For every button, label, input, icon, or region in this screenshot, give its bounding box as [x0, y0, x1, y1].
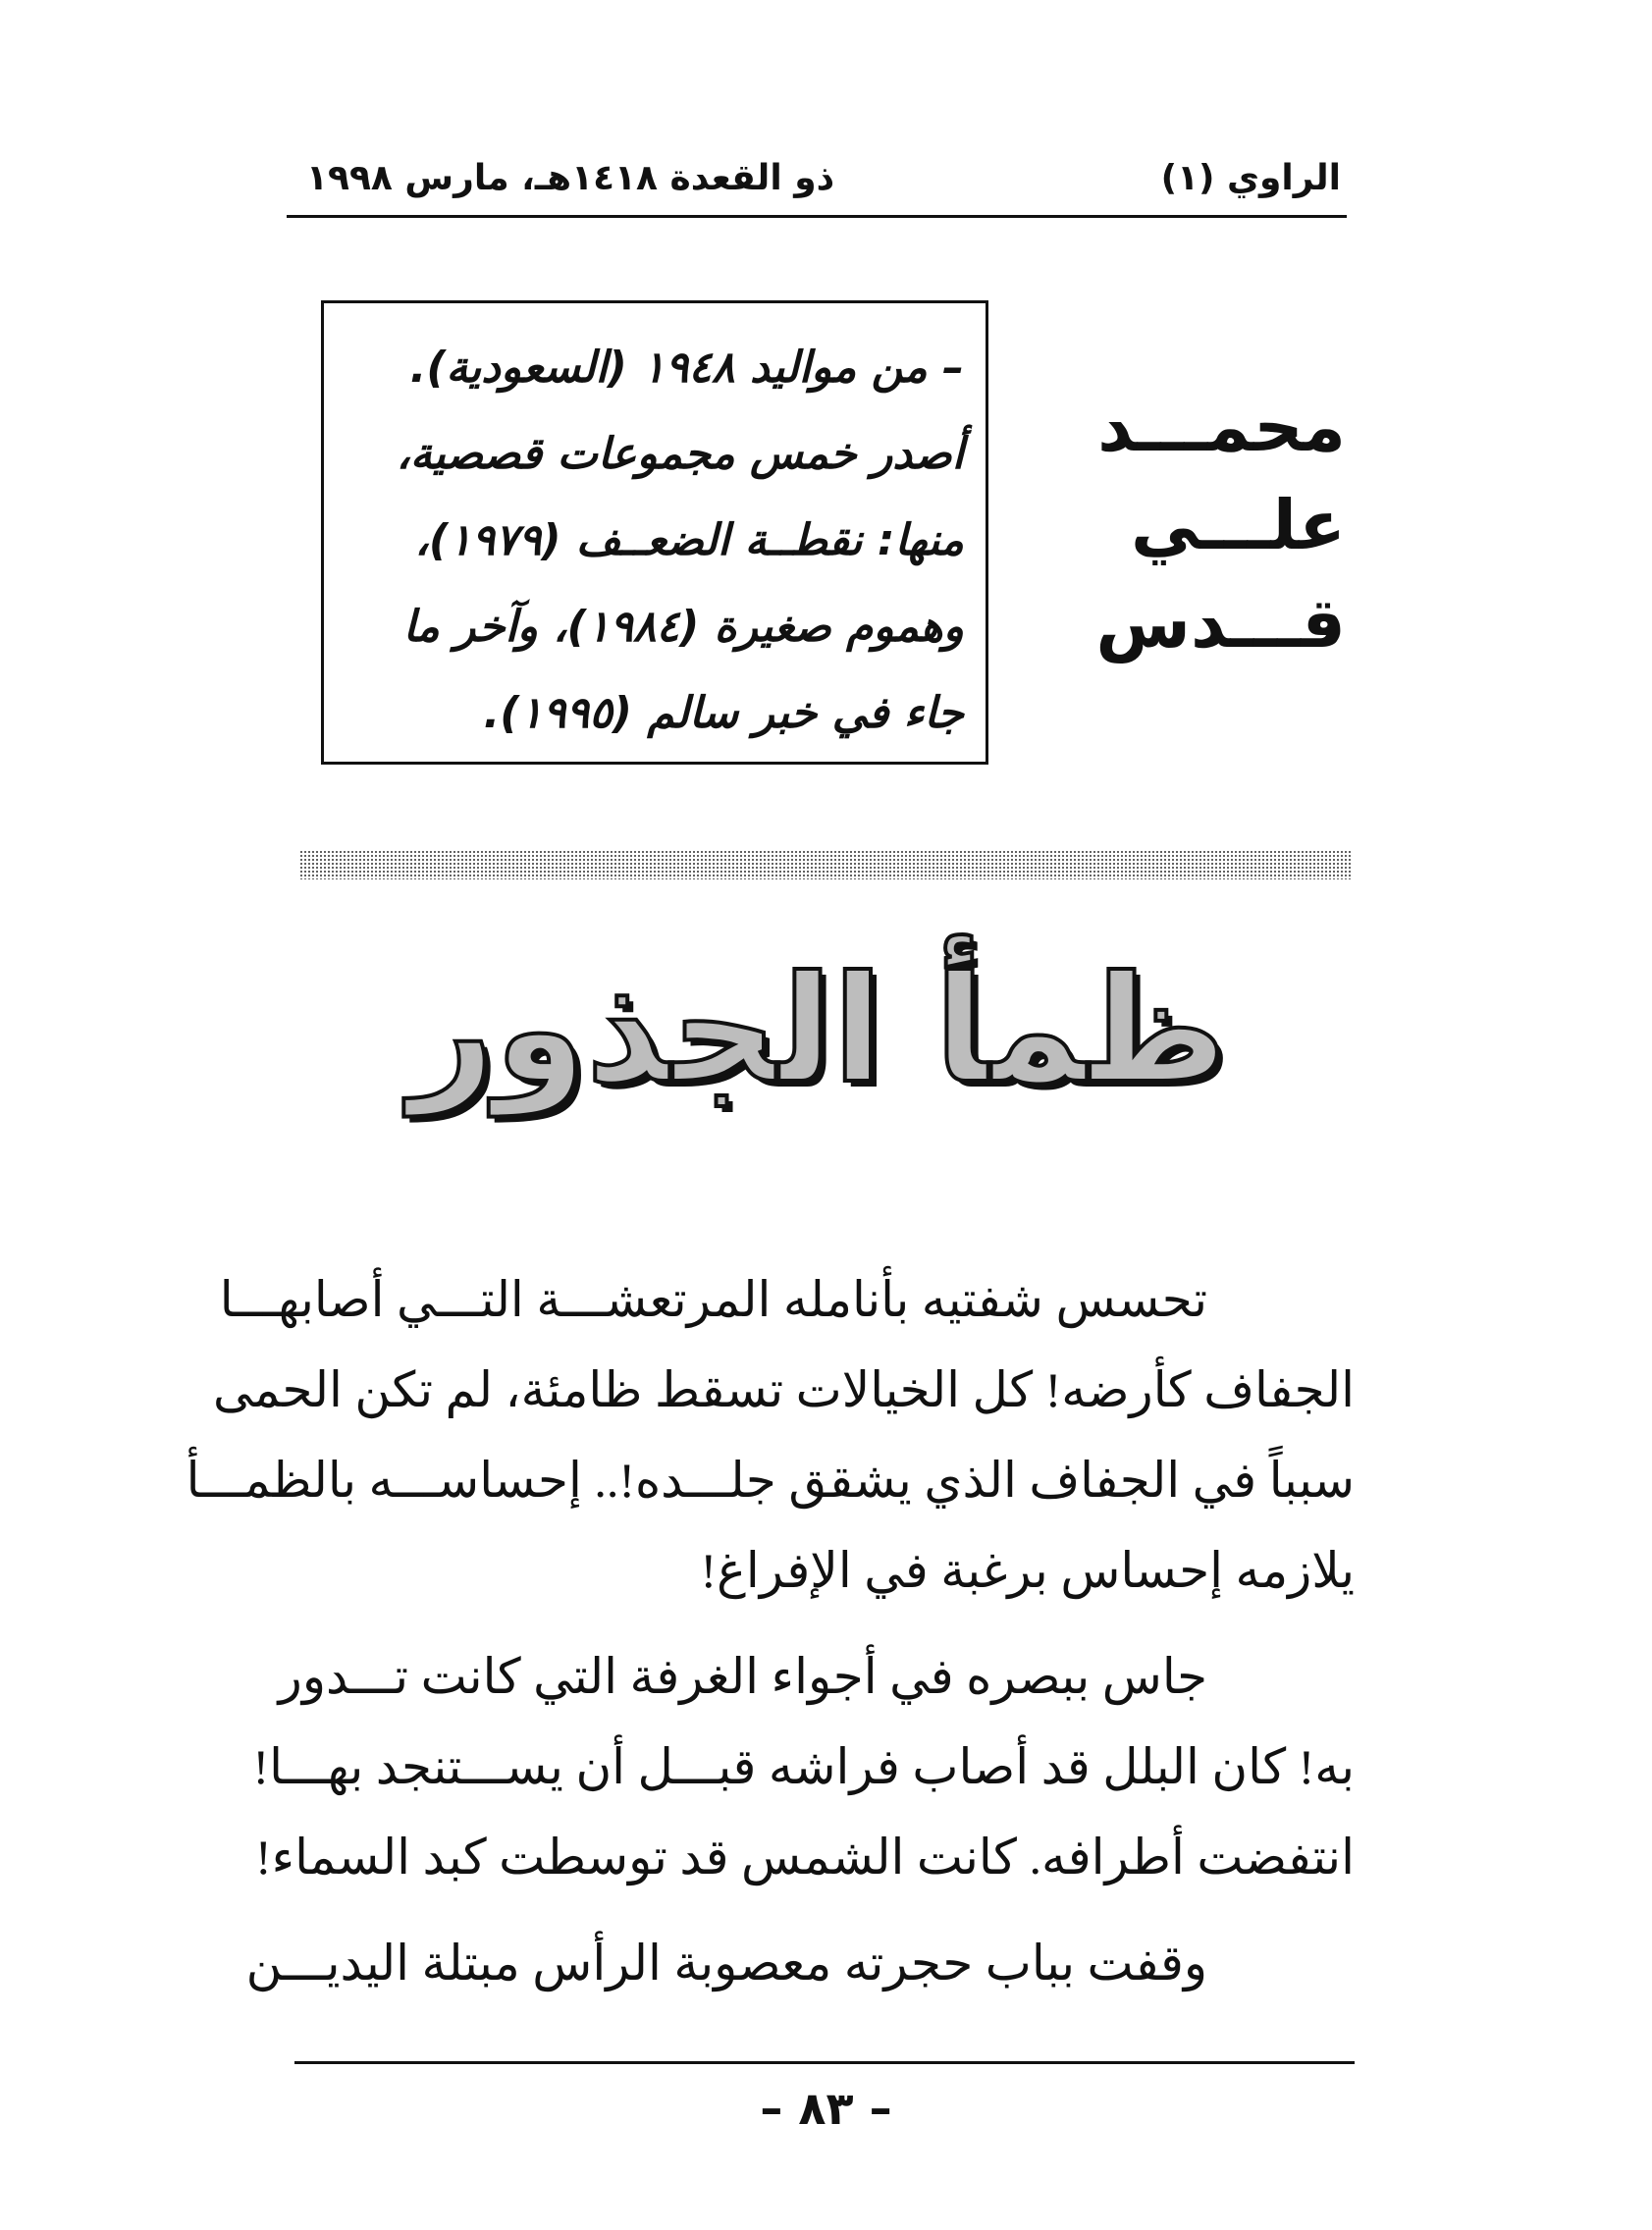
journal-title: الراوي (١) — [1160, 158, 1341, 198]
author-name — [1091, 378, 1346, 672]
author-name-line: محمـــد — [1097, 387, 1346, 467]
paragraph — [252, 1631, 1355, 1902]
paragraph — [245, 1918, 1355, 2008]
author-name-line: قـــدس — [1095, 583, 1346, 664]
footer-rule — [294, 2061, 1355, 2064]
bio-line: أصدر خمس مجموعات قصصية، — [396, 429, 964, 479]
body-line: سبباً في الجفاف الذي يشقق جلـــده!.. إحساســـه بالظمـــأ — [186, 1453, 1355, 1508]
running-header — [287, 155, 1347, 218]
bio-line: وهموم صغيرة (١٩٨٤)، وآخر ما — [402, 602, 964, 652]
page-number: – ٨٣ – — [760, 2082, 892, 2135]
paragraph — [186, 1254, 1355, 1616]
issue-date: ذو القعدة ١٤١٨هـ، مارس ١٩٩٨ — [306, 158, 835, 198]
body-line: وقفت بباب حجرته معصوبة الرأس مبتلة اليديـــن — [245, 1936, 1207, 1991]
author-name-line: علـــي — [1131, 485, 1346, 565]
story-body — [186, 1254, 1355, 2024]
bio-line: منها: نقطــة الضعــف (١٩٧٩)، — [414, 515, 964, 565]
bio-line: – من مواليد ١٩٤٨ (السعودية). — [409, 343, 964, 393]
story-title: ظمأ الجذور — [409, 945, 1227, 1116]
author-bio-box — [321, 300, 988, 765]
body-line: الجفاف كأرضه! كل الخيالات تسقط ظامئة، لم تكن الحمى — [212, 1362, 1355, 1417]
body-line: يلازمه إحساس برغبة في الإفراغ! — [700, 1543, 1355, 1598]
bio-line: جاء في خبر سالم (١٩٩٥). — [483, 688, 964, 738]
dotted-divider — [299, 850, 1352, 879]
body-line: به! كان البلل قد أصاب فراشه قبـــل أن يســـتنجد بهـــا! — [252, 1739, 1355, 1794]
body-line: انتفضت أطرافه. كانت الشمس قد توسطت كبد السماء! — [254, 1830, 1355, 1885]
body-line: تحسس شفتيه بأنامله المرتعشـــة التـــي أصابهـــا — [219, 1272, 1207, 1327]
body-line: جاس ببصره في أجواء الغرفة التي كانت تـــدور — [278, 1649, 1207, 1704]
